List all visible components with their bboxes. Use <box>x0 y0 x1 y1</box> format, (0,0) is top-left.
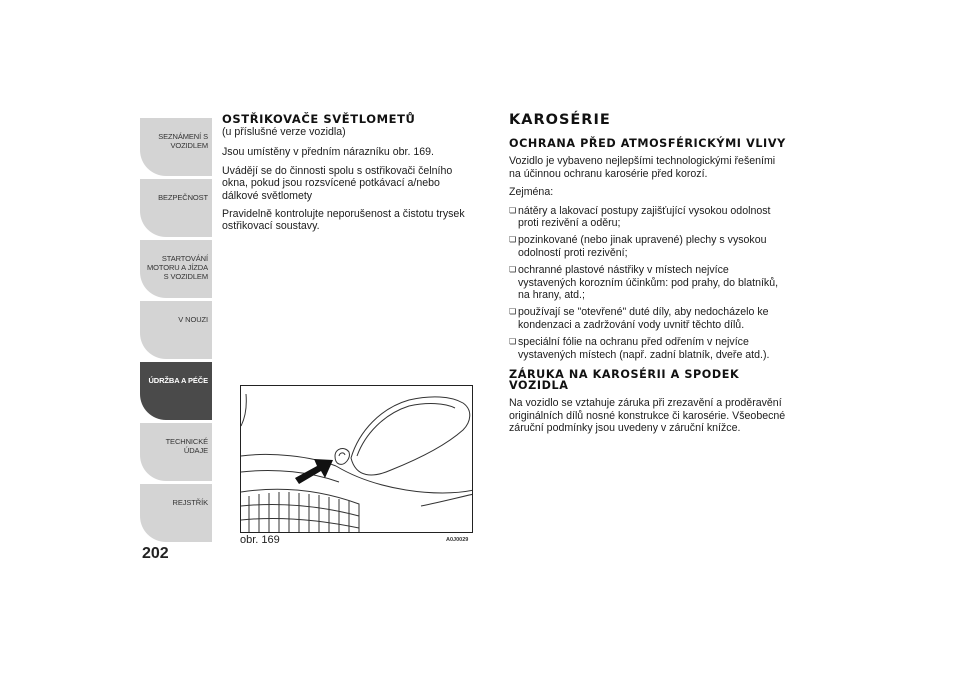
paragraph: Na vozidlo se vztahuje záruka při zrezavění a proděravění originálních dílů nosné konstrukce či karosérie. Všeobecné záruční podmínky jsou uvedeny v záruční knížce. <box>509 397 786 434</box>
tab-label: SEZNÁMENÍ S VOZIDLEM <box>158 132 208 150</box>
subsection-heading-zaruka: ZÁRUKA NA KAROSÉRII A SPODEK VOZIDLA <box>509 368 740 393</box>
tab-startovani[interactable] <box>140 240 212 298</box>
list-item: ❏ nátěry a lakovací postupy zajišťující vysokou odolnost proti rezivění a oděru; <box>509 205 787 230</box>
paragraph: Pravidelně kontrolujte neporušenost a čistotu trysek ostřikovací soustavy. <box>222 208 465 233</box>
list-item: ❏ speciální fólie na ochranu před odřením v nejvíce vystavených místech (např. zadní blatník, dveře atd.). <box>509 336 787 361</box>
tab-technicke-udaje[interactable] <box>140 423 212 481</box>
figure-drawing <box>241 386 473 533</box>
paragraph: Zejména: <box>509 186 554 199</box>
list-item: ❏ pozinkované (nebo jinak upravené) plechy s vysokou odolností proti rezivění; <box>509 234 787 259</box>
figure-code: A0J0029 <box>446 537 469 543</box>
tab-rejstrik[interactable] <box>140 484 212 542</box>
bullet-list <box>509 205 787 361</box>
tab-v-nouzi[interactable] <box>140 301 212 359</box>
list-item: ❏ používají se "otevřené" duté díly, aby nedocházelo ke kondenzaci a zadržování vody uvnitř těchto dílů. <box>509 306 787 331</box>
subsection-heading-ochrana: OCHRANA PŘED ATMOSFÉRICKÝMI VLIVY <box>509 137 786 151</box>
tab-seznameni[interactable] <box>140 118 212 176</box>
tab-udrzba[interactable] <box>140 362 212 420</box>
version-note: (u příslušné verze vozidla) <box>222 126 346 138</box>
left-column <box>222 114 477 239</box>
figure-headlamp-washer <box>240 385 473 533</box>
pointer-arrow-icon <box>295 459 333 484</box>
tab-label: TECHNICKÉ ÚDAJE <box>165 437 208 455</box>
page-number: 202 <box>142 545 169 562</box>
paragraph: Vozidlo je vybaveno nejlepšími technologickými řešeními na účinnou ochranu karosérie před korozí. <box>509 155 776 180</box>
tab-label: BEZPEČNOST <box>158 193 208 202</box>
tab-label: V NOUZI <box>178 315 208 324</box>
paragraph: Jsou umístěny v předním nárazníku obr. 169. <box>222 146 434 159</box>
tab-bezpecnost[interactable] <box>140 179 212 237</box>
section-heading-karoserie: KAROSÉRIE <box>509 112 611 128</box>
paragraph: Uvádějí se do činnosti spolu s ostřikovači čelního okna, pokud jsou rozsvícené potkávací a/nebo dálkové světlomety <box>222 164 453 202</box>
section-heading-headlamp-washers: OSTŘIKOVAČE SVĚTLOMETŮ <box>222 112 416 126</box>
tab-label: ÚDRŽBA A PÉČE <box>148 376 208 385</box>
tab-label: REJSTŘÍK <box>172 498 208 507</box>
figure-caption: obr. 169 <box>240 534 280 546</box>
tab-label: STARTOVÁNÍ MOTORU A JÍZDA S VOZIDLEM <box>147 254 208 281</box>
list-item: ❏ ochranné plastové nástřiky v místech nejvíce vystavených korozním účinkům: pod prahy, do blatníků, na hrany, atd.; <box>509 264 787 301</box>
right-column <box>509 114 787 440</box>
